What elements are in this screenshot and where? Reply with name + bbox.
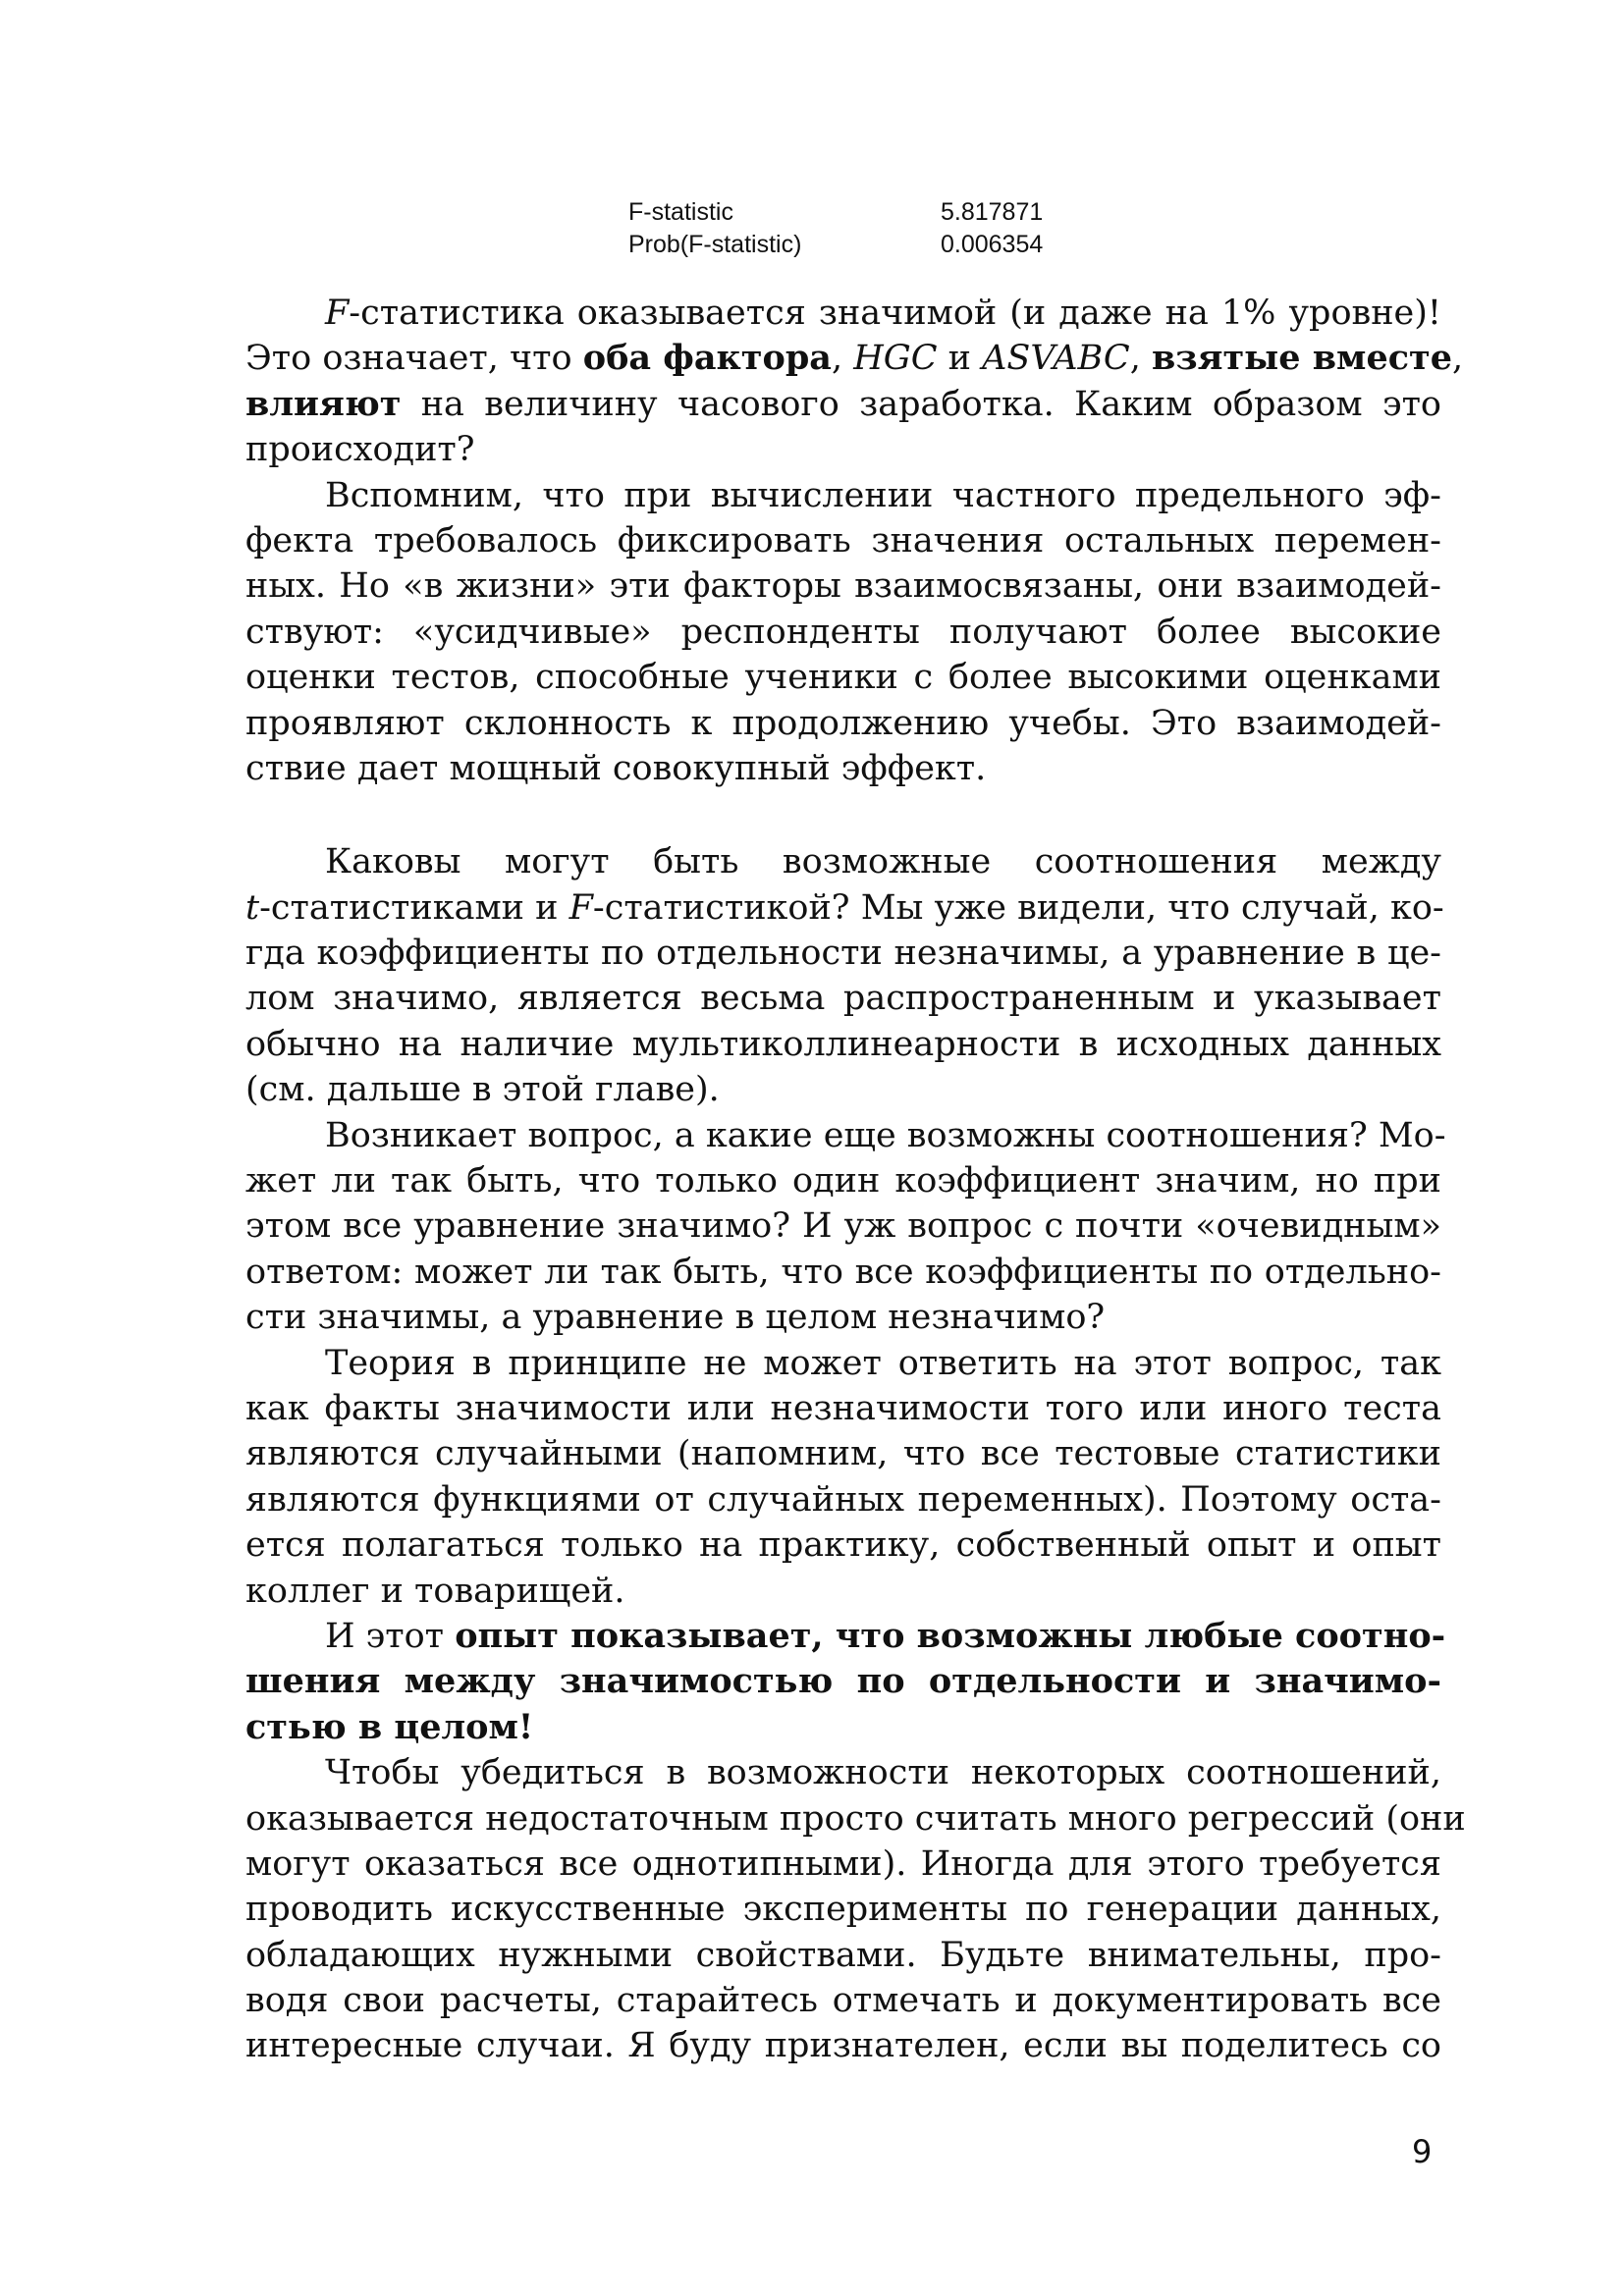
variable-asvabc: ASVABC bbox=[982, 339, 1130, 379]
stat-value: 0.006354 bbox=[941, 231, 1044, 258]
text-line: являются случайными (напомним, что все тестовые статистики bbox=[245, 1434, 1441, 1474]
emphasis: взятые вместе bbox=[1151, 338, 1452, 379]
text-line: обычно на наличие мультиколлинеарности в исходных данных bbox=[245, 1024, 1441, 1064]
text-line: ствуют: «усидчивые» респонденты получают более высокие bbox=[245, 612, 1441, 652]
text-line: могут оказаться все однотипными). Иногда для этого требуется bbox=[245, 1843, 1441, 1884]
text-line: шения между значимостью по отдельности и значимо- bbox=[245, 1661, 1441, 1702]
text-line: гда коэффициенты по отдельности незначимы, а уравнение в це- bbox=[245, 934, 1441, 974]
text-line: ответом: может ли так быть, что все коэффициенты по отдельно- bbox=[245, 1252, 1441, 1292]
paragraph bbox=[245, 1113, 1446, 1341]
text-line: Вспомним, что при вычислении частного предельного эф- bbox=[325, 475, 1441, 515]
stat-row-prob bbox=[628, 229, 1043, 261]
text-line: коллег и товарищей. bbox=[245, 1571, 625, 1611]
text-line: Возникает вопрос, а какие еще возможны соотношения? Мо- bbox=[325, 1115, 1446, 1155]
symbol-F: F bbox=[568, 887, 593, 928]
text-line: оказывается недостаточным просто считать много регрессий (они bbox=[245, 1798, 1466, 1839]
text-line: Чтобы убедиться в возможности некоторых соотношений, bbox=[325, 1753, 1441, 1793]
text-line: Теория в принципе не может ответить на этот вопрос, так bbox=[325, 1343, 1441, 1383]
text-line: И этот опыт показывает, что возможны любые соотно- bbox=[325, 1615, 1446, 1656]
text-line: обладающих нужными свойствами. Будьте внимательны, про- bbox=[245, 1935, 1441, 1975]
text-line: (см. дальше в этой главе). bbox=[245, 1070, 720, 1110]
text-line: являются функциями от случайных переменных). Поэтому оста- bbox=[245, 1479, 1441, 1520]
text-line: оценки тестов, способные ученики с более высокими оценками bbox=[245, 658, 1441, 698]
regression-stats-table bbox=[628, 196, 1043, 261]
text-line: водя свои расчеты, старайтесь отмечать и документировать все bbox=[245, 1981, 1441, 2021]
text-line: фекта требовалось фиксировать значения остальных перемен- bbox=[245, 520, 1441, 561]
text-line: этом все уравнение значимо? И уж вопрос с почти «очевидным» bbox=[245, 1206, 1441, 1247]
symbol-F: F bbox=[325, 294, 350, 333]
text-line: происходит? bbox=[245, 430, 475, 470]
text-line: интересные случаи. Я буду признателен, если вы поделитесь со bbox=[245, 2026, 1441, 2066]
paragraph bbox=[245, 1341, 1441, 1614]
paragraph bbox=[245, 291, 1464, 473]
paragraph bbox=[245, 473, 1441, 792]
text-line: проводить искусственные эксперименты по генерации данных, bbox=[245, 1890, 1441, 1930]
body-text bbox=[245, 291, 1466, 2069]
text-line: влияют на величину часового заработка. Каким образом это bbox=[245, 383, 1441, 424]
text-line: Каковы могут быть возможные соотношения между bbox=[325, 842, 1441, 882]
symbol-t: t bbox=[245, 887, 260, 928]
stat-label: F-statistic bbox=[628, 198, 733, 226]
emphasis: оба фактора bbox=[582, 338, 832, 379]
text-line: t-статистиками и F-статистикой? Мы уже видели, что случай, ко- bbox=[245, 887, 1444, 928]
text-line: как факты значимости или незначимости того или иного теста bbox=[245, 1388, 1441, 1428]
text-line: проявляют склонность к продолжению учебы. Это взаимодей- bbox=[245, 703, 1441, 743]
text-line: ных. Но «в жизни» эти факторы взаимосвязаны, они взаимодей- bbox=[245, 566, 1441, 607]
text-line: сти значимы, а уравнение в целом незначимо? bbox=[245, 1298, 1106, 1338]
stat-value: 5.817871 bbox=[941, 198, 1044, 226]
text-line: лом значимо, является весьма распространенным и указывает bbox=[245, 979, 1441, 1019]
emphasis: опыт показывает, что возможны любые соотно- bbox=[455, 1615, 1446, 1656]
text-line: Это означает, что оба фактора, HGC и ASVABC, взятые вместе, bbox=[245, 338, 1464, 379]
paragraph bbox=[245, 1750, 1466, 2069]
text-line: ется полагаться только на практику, собственный опыт и опыт bbox=[245, 1525, 1441, 1566]
stat-row-fstatistic bbox=[628, 196, 1043, 229]
paragraph bbox=[245, 1614, 1446, 1750]
text-line: ствие дает мощный совокупный эффект. bbox=[245, 748, 987, 788]
paragraph bbox=[245, 839, 1444, 1112]
text-line: жет ли так быть, что только один коэффициент значим, но при bbox=[245, 1161, 1441, 1201]
text-line: стью в целом! bbox=[245, 1706, 534, 1747]
text-line: F-статистика оказывается значимой (и даже на 1% уровне)! bbox=[325, 294, 1441, 333]
variable-hgc: HGC bbox=[853, 339, 938, 379]
page-number: 9 bbox=[1412, 2133, 1433, 2170]
stat-label: Prob(F-statistic) bbox=[628, 231, 802, 258]
emphasis: влияют bbox=[245, 383, 402, 424]
